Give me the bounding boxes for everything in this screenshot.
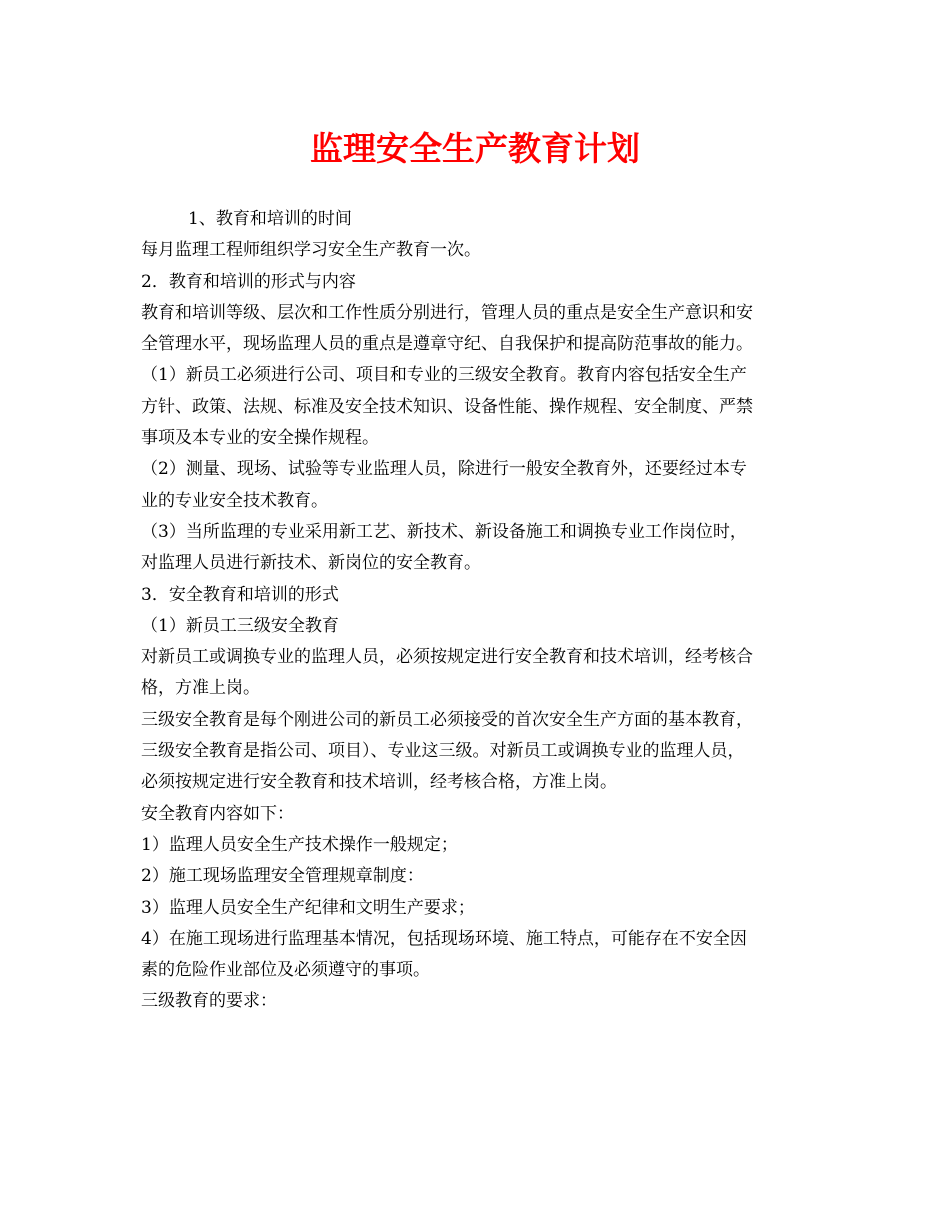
document-title: 监理安全生产教育计划 <box>310 129 640 168</box>
section-heading-1: 1、教育和培训的时间 <box>188 209 352 229</box>
paragraph-line: （3）当所监理的专业采用新工艺、新技术、新设备施工和调换专业工作岗位时， <box>141 521 747 542</box>
paragraph-line: 方针、政策、法规、标准及安全技术知识、设备性能、操作规程、安全制度、严禁 <box>141 396 753 417</box>
list-item: 3）监理人员安全生产纪律和文明生产要求； <box>141 897 475 918</box>
paragraph-line: 格，方准上岗。 <box>141 678 260 699</box>
document-body <box>141 204 817 1018</box>
list-item: 1）监理人员安全生产技术操作一般规定； <box>141 834 458 855</box>
list-item: 4）在施工现场进行监理基本情况，包括现场环境、施工特点，可能存在不安全因 <box>141 928 747 949</box>
paragraph-line: 事项及本专业的安全操作规程。 <box>141 428 379 449</box>
paragraph-line: 对监理人员进行新技术、新岗位的安全教育。 <box>141 553 481 574</box>
subsection-heading: （1）新员工三级安全教育 <box>141 615 339 636</box>
paragraph-line: 每月监理工程师组织学习安全生产教育一次。 <box>141 240 481 261</box>
paragraph-line: 三级教育的要求： <box>141 991 277 1012</box>
list-item-continuation: 素的危险作业部位及必须遵守的事项。 <box>141 960 430 981</box>
paragraph-line: 全管理水平，现场监理人员的重点是遵章守纪、自我保护和提高防范事故的能力。 <box>141 334 753 355</box>
section-heading-2: 2．教育和培训的形式与内容 <box>141 271 356 292</box>
list-item: 2）施工现场监理安全管理规章制度： <box>141 866 424 887</box>
paragraph-line: （2）测量、现场、试验等专业监理人员，除进行一般安全教育外，还要经过本专 <box>141 459 747 480</box>
paragraph-line: 必须按规定进行安全教育和技术培训，经考核合格，方准上岗。 <box>141 772 617 793</box>
list-intro: 安全教育内容如下： <box>141 803 294 824</box>
paragraph-line: （1）新员工必须进行公司、项目和专业的三级安全教育。教育内容包括安全生产 <box>141 365 747 386</box>
paragraph-line: 对新员工或调换专业的监理人员，必须按规定进行安全教育和技术培训，经考核合 <box>141 647 753 668</box>
section-heading-3: 3．安全教育和培训的形式 <box>141 584 339 605</box>
paragraph-line: 教育和培训等级、层次和工作性质分别进行，管理人员的重点是安全生产意识和安 <box>141 302 753 323</box>
paragraph-line: 三级安全教育是指公司、项目）、专业这三级。对新员工或调换专业的监理人员， <box>141 741 745 762</box>
paragraph-line: 三级安全教育是每个刚进公司的新员工必须接受的首次安全生产方面的基本教育， <box>141 709 753 730</box>
paragraph-line: 业的专业安全技术教育。 <box>141 490 328 511</box>
